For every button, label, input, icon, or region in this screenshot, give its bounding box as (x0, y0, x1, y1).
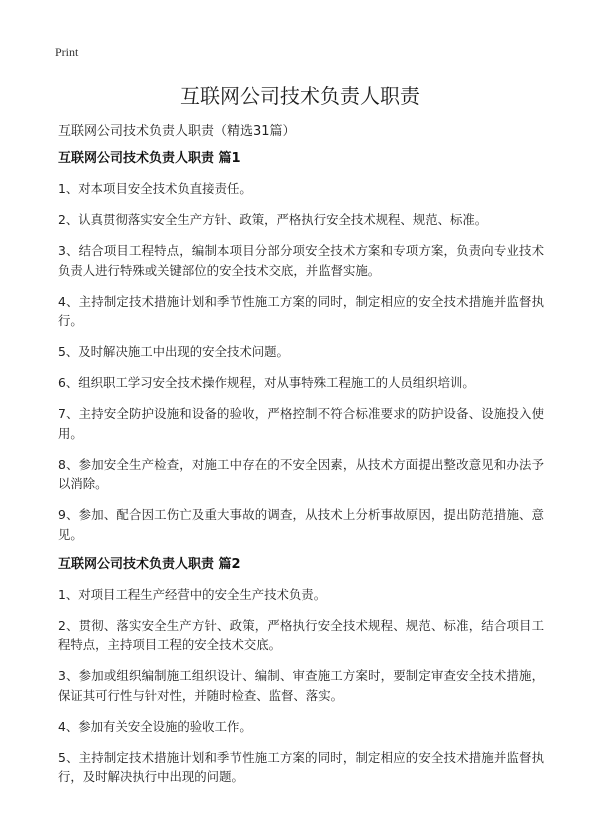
section-heading: 互联网公司技术负责人职责 篇2 (58, 556, 241, 572)
list-item: 5、主持制定技术措施计划和季节性施工方案的同时，制定相应的安全技术措施并监督执行，及时解决执行中出现的问题。 (58, 749, 544, 784)
page-title: 互联网公司技术负责人职责 (180, 84, 420, 108)
list-item: 2、贯彻、落实安全生产方针、政策，严格执行安全技术规程、规范、标准，结合项目工程特点，主持项目工程的安全技术交底。 (58, 617, 544, 652)
list-item: 6、组织职工学习安全技术操作规程，对从事特殊工程施工的人员组织培训。 (58, 375, 475, 390)
list-item: 8、参加安全生产检查，对施工中存在的不安全因素，从技术方面提出整改意见和办法予以消除。 (58, 456, 544, 491)
list-item: 9、参加、配合因工伤亡及重大事故的调查，从技术上分析事故原因，提出防范措施、意见。 (58, 507, 544, 542)
section-heading: 互联网公司技术负责人职责 篇1 (58, 151, 241, 166)
list-item: 3、结合项目工程特点，编制本项目分部分项安全技术方案和专项方案，负责向专业技术负责人进行特殊或关键部位的安全技术交底，并监督实施。 (58, 243, 544, 278)
section-2 (58, 556, 544, 787)
document-subtitle: 互联网公司技术负责人职责（精选31篇） (58, 124, 296, 139)
list-item: 1、对项目工程生产经营中的安全生产技术负责。 (58, 586, 327, 602)
print-label[interactable]: Print (55, 45, 79, 59)
list-item: 4、主持制定技术措施计划和季节性施工方案的同时，制定相应的安全技术措施并监督执行。 (58, 293, 544, 328)
list-item: 4、参加有关安全设施的验收工作。 (58, 718, 252, 734)
list-item: 5、及时解决施工中出现的安全技术问题。 (58, 344, 289, 359)
list-item: 7、主持安全防护设施和设备的验收，严格控制不符合标准要求的防护设备、设施投入使用。 (58, 406, 544, 441)
list-item: 3、参加或组织编制施工组织设计、编制、审查施工方案时，要制定审查安全技术措施，保证其可行性与针对性，并随时检查、监督、落实。 (58, 668, 544, 703)
document-content (58, 150, 544, 798)
list-item: 2、认真贯彻落实安全生产方针、政策，严格执行安全技术规程、规范、标准。 (58, 212, 488, 227)
list-item: 1、对本项目安全技术负直接责任。 (58, 181, 252, 196)
section-1 (58, 150, 544, 544)
